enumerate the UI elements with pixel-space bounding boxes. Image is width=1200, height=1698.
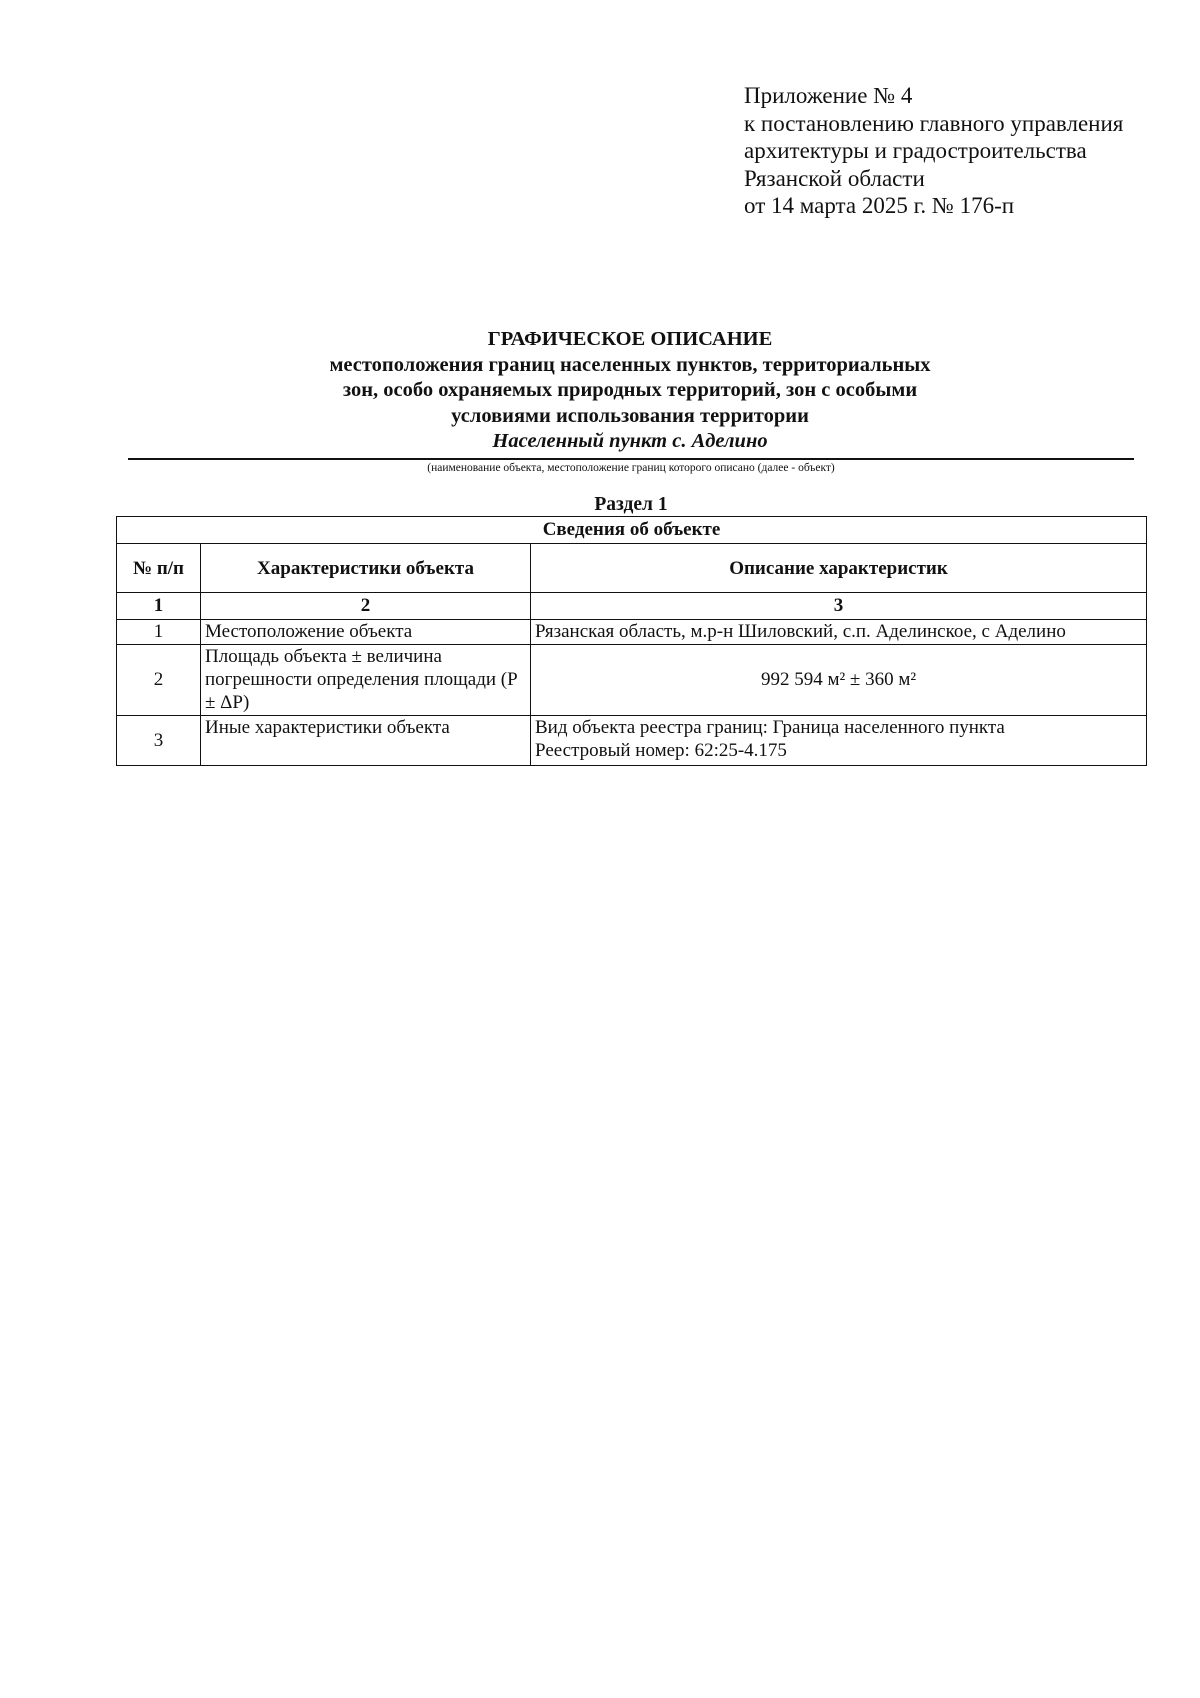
row-number: 2 — [117, 645, 201, 716]
row-number: 1 — [117, 620, 201, 645]
appendix-date: от 14 марта 2025 г. № 176-п — [744, 193, 1015, 218]
row-description — [531, 716, 1147, 766]
row-description: Рязанская область, м.р-н Шиловский, с.п. Аделинское, с Аделино — [531, 620, 1147, 645]
section-title: Раздел 1 — [594, 494, 668, 515]
table-caption: Сведения об объекте — [117, 517, 1147, 544]
row-characteristic: Площадь объекта ± величина погрешности определения площади (Р ± ΔР) — [201, 645, 531, 716]
title-line-2: местоположения границ населенных пунктов, территориальных — [329, 353, 931, 376]
column-number: 3 — [531, 593, 1147, 620]
appendix-number: Приложение № 4 — [744, 83, 913, 108]
appendix-resolution: к постановлению главного управления — [744, 110, 1124, 136]
table-caption-row — [117, 517, 1147, 544]
object-info-table — [116, 516, 1147, 766]
document-title — [0, 327, 1200, 455]
object-underline — [128, 458, 1134, 460]
row-characteristic: Иные характеристики объекта — [201, 716, 531, 766]
appendix-authority: архитектуры и градостроительства — [744, 138, 1087, 163]
table-row — [117, 716, 1147, 766]
description-line: Вид объекта реестра границ: Граница населенного пункта — [535, 717, 1005, 738]
row-description: 992 594 м² ± 360 м² — [531, 645, 1147, 716]
table-row — [117, 620, 1147, 645]
title-line-3: зон, особо охраняемых природных территорий, зон с особыми — [342, 379, 918, 401]
title-heading: ГРАФИЧЕСКОЕ ОПИСАНИЕ — [487, 328, 773, 350]
header-characteristics: Характеристики объекта — [201, 544, 531, 593]
header-description: Описание характеристик — [531, 544, 1147, 593]
appendix-region: Рязанской области — [744, 165, 925, 191]
object-caption: (наименование объекта, местоположение границ которого описано (далее - объект) — [427, 462, 835, 474]
column-number-row — [117, 593, 1147, 620]
object-name: Населенный пункт с. Аделино — [492, 430, 768, 452]
description-line: Реестровый номер: 62:25-4.175 — [535, 740, 787, 761]
column-number: 1 — [117, 593, 201, 620]
appendix-header — [744, 82, 1123, 220]
header-num: № п/п — [117, 544, 201, 593]
row-characteristic: Местоположение объекта — [201, 620, 531, 645]
table-row — [117, 645, 1147, 716]
column-number: 2 — [201, 593, 531, 620]
row-number: 3 — [117, 716, 201, 766]
table-header-row — [117, 544, 1147, 593]
title-line-4: условиями использования территории — [451, 404, 809, 427]
